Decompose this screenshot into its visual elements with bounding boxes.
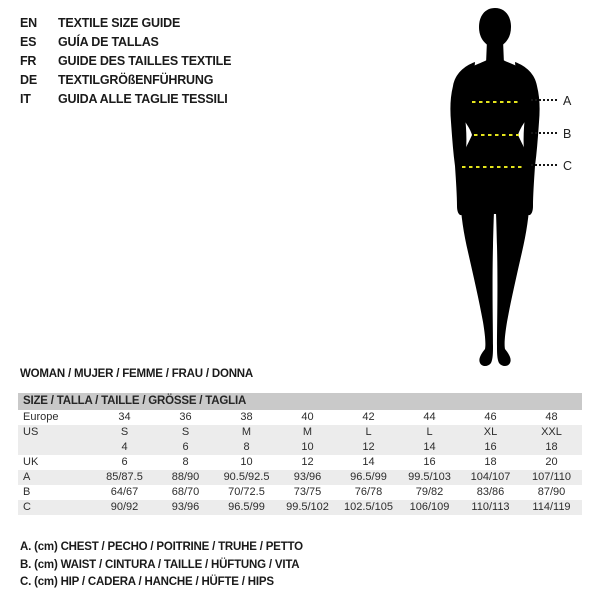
size-cell: 18 [484, 456, 497, 468]
language-code: IT [20, 91, 31, 106]
size-cell: 106/109 [409, 501, 450, 513]
table-row [18, 485, 582, 500]
size-cell: L [365, 426, 372, 438]
row-label: A [23, 471, 31, 483]
size-cell: 96.5/99 [350, 471, 387, 483]
guide-title: GUÍA DE TALLAS [58, 34, 159, 49]
language-code: FR [20, 53, 37, 68]
size-cell: 104/107 [470, 471, 511, 483]
size-cell: 44 [423, 411, 436, 423]
size-table [18, 393, 582, 515]
size-cell: 96.5/99 [228, 501, 265, 513]
size-cell: 4 [121, 441, 128, 453]
size-cell: 20 [545, 456, 558, 468]
hip-marker-label: C [563, 159, 573, 173]
size-cell: 18 [545, 441, 558, 453]
size-cell: 85/87.5 [106, 471, 143, 483]
size-cell: 93/96 [171, 501, 200, 513]
size-cell: 10 [301, 441, 314, 453]
size-cell: 107/110 [532, 471, 571, 483]
size-cell: 99.5/103 [408, 471, 451, 483]
size-cell: 64/67 [110, 486, 139, 498]
size-cell: 16 [423, 456, 436, 468]
size-cell: 8 [182, 456, 189, 468]
table-row [18, 500, 582, 515]
guide-title: TEXTILE SIZE GUIDE [58, 15, 181, 30]
size-cell: 14 [362, 456, 375, 468]
size-cell: 6 [182, 441, 189, 453]
size-cell: 14 [423, 441, 436, 453]
size-cell: 93/96 [293, 471, 322, 483]
language-row [20, 89, 231, 108]
size-cell: 90.5/92.5 [223, 471, 270, 483]
row-label: Europe [23, 411, 59, 423]
language-title-list [20, 13, 231, 108]
size-table-body [18, 410, 582, 515]
table-row [18, 470, 582, 485]
language-row [20, 51, 231, 70]
size-cell: 76/78 [354, 486, 383, 498]
chest-measure-line [472, 101, 521, 103]
woman-silhouette-icon [435, 6, 555, 368]
size-cell: M [302, 426, 313, 438]
size-cell: 46 [484, 411, 497, 423]
guide-title: GUIDA ALLE TAGLIE TESSILI [58, 91, 228, 106]
guide-title: GUIDE DES TAILLES TEXTILE [58, 53, 232, 68]
size-cell: 70/72.5 [228, 486, 265, 498]
size-cell: 83/86 [476, 486, 505, 498]
measurement-legend [20, 541, 303, 594]
size-cell: XXL [541, 426, 562, 438]
legend-waist: B. (cm) WAIST / CINTURA / TAILLE / HÜFTUNG / VITA [20, 558, 300, 571]
size-cell: 38 [240, 411, 253, 423]
size-cell: 114/119 [532, 501, 571, 513]
size-cell: 102.5/105 [344, 501, 393, 513]
size-cell: 12 [301, 456, 314, 468]
size-cell: 40 [301, 411, 314, 423]
size-cell: 34 [118, 411, 131, 423]
size-cell: 68/70 [171, 486, 200, 498]
table-row [18, 440, 582, 455]
size-cell: 42 [362, 411, 375, 423]
size-cell: 87/90 [537, 486, 566, 498]
legend-hip: C. (cm) HIP / CADERA / HANCHE / HÜFTE / HIPS [20, 576, 274, 588]
chest-pointer-line [531, 99, 557, 101]
waist-pointer-line [531, 132, 557, 134]
waist-measure-line [474, 134, 519, 136]
language-code: EN [20, 15, 37, 30]
language-code: DE [20, 72, 37, 87]
hip-pointer-line [531, 164, 557, 166]
language-row [20, 70, 231, 89]
size-cell: XL [483, 426, 498, 438]
size-cell: 99.5/102 [286, 501, 329, 513]
row-label: UK [23, 456, 39, 468]
language-row [20, 13, 231, 32]
legend-chest: A. (cm) CHEST / PECHO / POITRINE / TRUHE / PETTO [20, 541, 303, 553]
size-cell: L [426, 426, 433, 438]
size-cell: 48 [545, 411, 558, 423]
size-cell: S [181, 426, 190, 438]
size-cell: 10 [240, 456, 253, 468]
size-cell: S [120, 426, 129, 438]
guide-title: TEXTILGRÖßENFÜHRUNG [58, 72, 214, 87]
table-row [18, 425, 582, 440]
row-label: B [23, 486, 31, 498]
size-cell: 79/82 [415, 486, 444, 498]
size-table-header: SIZE / TALLA / TAILLE / GRÖSSE / TAGLIA [18, 393, 582, 410]
chest-marker-label: A [563, 94, 572, 108]
size-cell: 36 [179, 411, 192, 423]
size-cell: 8 [243, 441, 250, 453]
size-cell: 90/92 [110, 501, 139, 513]
table-row [18, 410, 582, 425]
waist-marker-label: B [563, 127, 572, 141]
row-label: C [23, 501, 31, 513]
row-label: US [23, 426, 39, 438]
language-row [20, 32, 231, 51]
table-row [18, 455, 582, 470]
size-cell: 88/90 [171, 471, 200, 483]
size-cell: 73/75 [293, 486, 322, 498]
size-cell: 16 [484, 441, 497, 453]
size-cell: 12 [362, 441, 375, 453]
row-label [18, 440, 94, 455]
size-cell: M [241, 426, 252, 438]
gender-heading: WOMAN / MUJER / FEMME / FRAU / DONNA [20, 368, 254, 380]
language-code: ES [20, 34, 37, 49]
hip-measure-line [462, 166, 524, 168]
size-cell: 110/113 [471, 501, 510, 513]
size-cell: 6 [121, 456, 128, 468]
